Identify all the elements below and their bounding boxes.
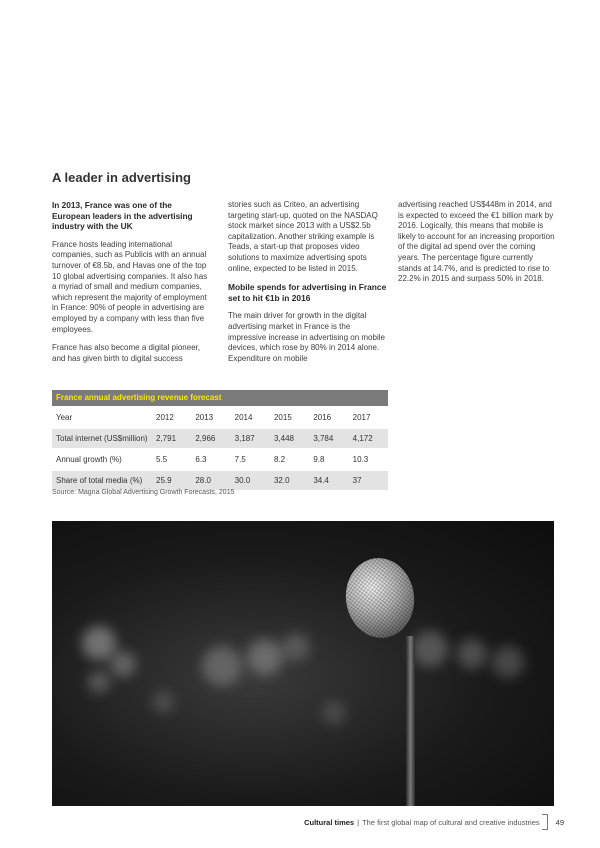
page-number: 49 <box>555 817 564 827</box>
table-cell: 3,448 <box>270 428 309 449</box>
table-cell: 3,784 <box>309 428 348 449</box>
bokeh-light <box>202 646 242 686</box>
table-cell: 2,966 <box>191 428 230 449</box>
table-cell: 30.0 <box>231 470 270 490</box>
table-title: France annual advertising revenue forecast <box>52 390 388 406</box>
bokeh-light <box>457 639 487 669</box>
table-cell: 6.3 <box>191 449 230 470</box>
bokeh-light <box>247 639 283 675</box>
table-cell: 9.8 <box>309 449 348 470</box>
table-cell: 8.2 <box>270 449 309 470</box>
table-cell: 2,791 <box>152 428 191 449</box>
table-row <box>52 428 388 449</box>
table-row <box>52 470 388 490</box>
bokeh-light <box>282 633 310 661</box>
source-note: Source: Magna Global Advertising Growth Forecasts, 2015 <box>52 489 235 496</box>
table-cell: 37 <box>349 470 388 490</box>
bokeh-light <box>110 651 136 677</box>
subheading: Mobile spends for advertising in France set to hit €1b in 2016 <box>228 282 387 303</box>
table-cell: 2015 <box>270 407 309 428</box>
forecast-table <box>52 406 388 490</box>
table-cell: 2014 <box>231 407 270 428</box>
table-cell: 2017 <box>349 407 388 428</box>
table-cell: 25.9 <box>152 470 191 490</box>
body-paragraph: France hosts leading international companies, such as Publicis with an annual turnover of €8.5b, and Havas one of the top 10 global advertising companies. It also has a myriad of small and medium companies, which represent the majority of employment in France: 90% of people in advertising are employed by a company with less than five employees. <box>52 239 208 334</box>
table-cell: 3,187 <box>231 428 270 449</box>
column-1 <box>52 200 212 372</box>
bokeh-light <box>82 626 116 660</box>
bokeh-light <box>412 631 448 667</box>
forecast-table-block <box>52 390 388 490</box>
column-3 <box>398 200 558 293</box>
bokeh-light <box>152 691 174 713</box>
body-paragraph: advertising reached US$448m in 2014, and is expected to exceed the €1 billion mark by 2016. Logically, this means that mobile is likely to account for an increasing proportion of the digital ad spend over the coming years. The percentage figure currently stands at 14.7%, and is predicted to rise to 22.2% in 2015 and surpass 50% in 2018. <box>398 200 555 284</box>
table-row <box>52 449 388 470</box>
lead-paragraph: In 2013, France was one of the European leaders in the advertising industry with the UK <box>52 200 193 232</box>
bokeh-light <box>322 701 346 725</box>
table-cell: Share of total media (%) <box>52 470 152 490</box>
table-cell: 7.5 <box>231 449 270 470</box>
microphone-mesh <box>341 554 419 643</box>
page-footer <box>304 814 564 830</box>
table-cell: 34.4 <box>309 470 348 490</box>
body-paragraph: The main driver for growth in the digital advertising market in France is the impressive increase in advertising on mobile devices, which rose by 80% in 2014 alone. Expenditure on mobile <box>228 311 385 363</box>
microphone-stem <box>406 636 415 806</box>
footer-brand: Cultural times <box>304 817 355 827</box>
bokeh-light <box>492 646 524 678</box>
table-cell: 2013 <box>191 407 230 428</box>
footer-separator: | <box>357 817 360 827</box>
column-2 <box>228 200 388 372</box>
bracket-decoration <box>542 814 548 830</box>
table-cell: Total internet (US$million) <box>52 428 152 449</box>
table-cell: 32.0 <box>270 470 309 490</box>
footer-subtitle: The first global map of cultural and creative industries <box>362 817 540 827</box>
table-cell: 2012 <box>152 407 191 428</box>
section-title: A leader in advertising <box>52 170 191 185</box>
table-cell: 10.3 <box>349 449 388 470</box>
body-paragraph: stories such as Criteo, an advertising targeting start-up, quoted on the NASDAQ stock market since 2013 with a US$2.5b capitalization. Another striking example is Teads, a start-up that proposes video solutions to maximize advertising spots online, expected to be listed in 2015. <box>228 200 378 273</box>
table-header-row <box>52 407 388 428</box>
table-cell: 2016 <box>309 407 348 428</box>
bokeh-light <box>88 671 110 693</box>
table-cell: Annual growth (%) <box>52 449 152 470</box>
table-cell: 4,172 <box>349 428 388 449</box>
table-cell: 5.5 <box>152 449 191 470</box>
microphone-photo <box>52 521 554 806</box>
table-cell: 28.0 <box>191 470 230 490</box>
table-cell: Year <box>52 407 152 428</box>
body-paragraph: France has also become a digital pioneer, and has given birth to digital success <box>52 343 201 363</box>
